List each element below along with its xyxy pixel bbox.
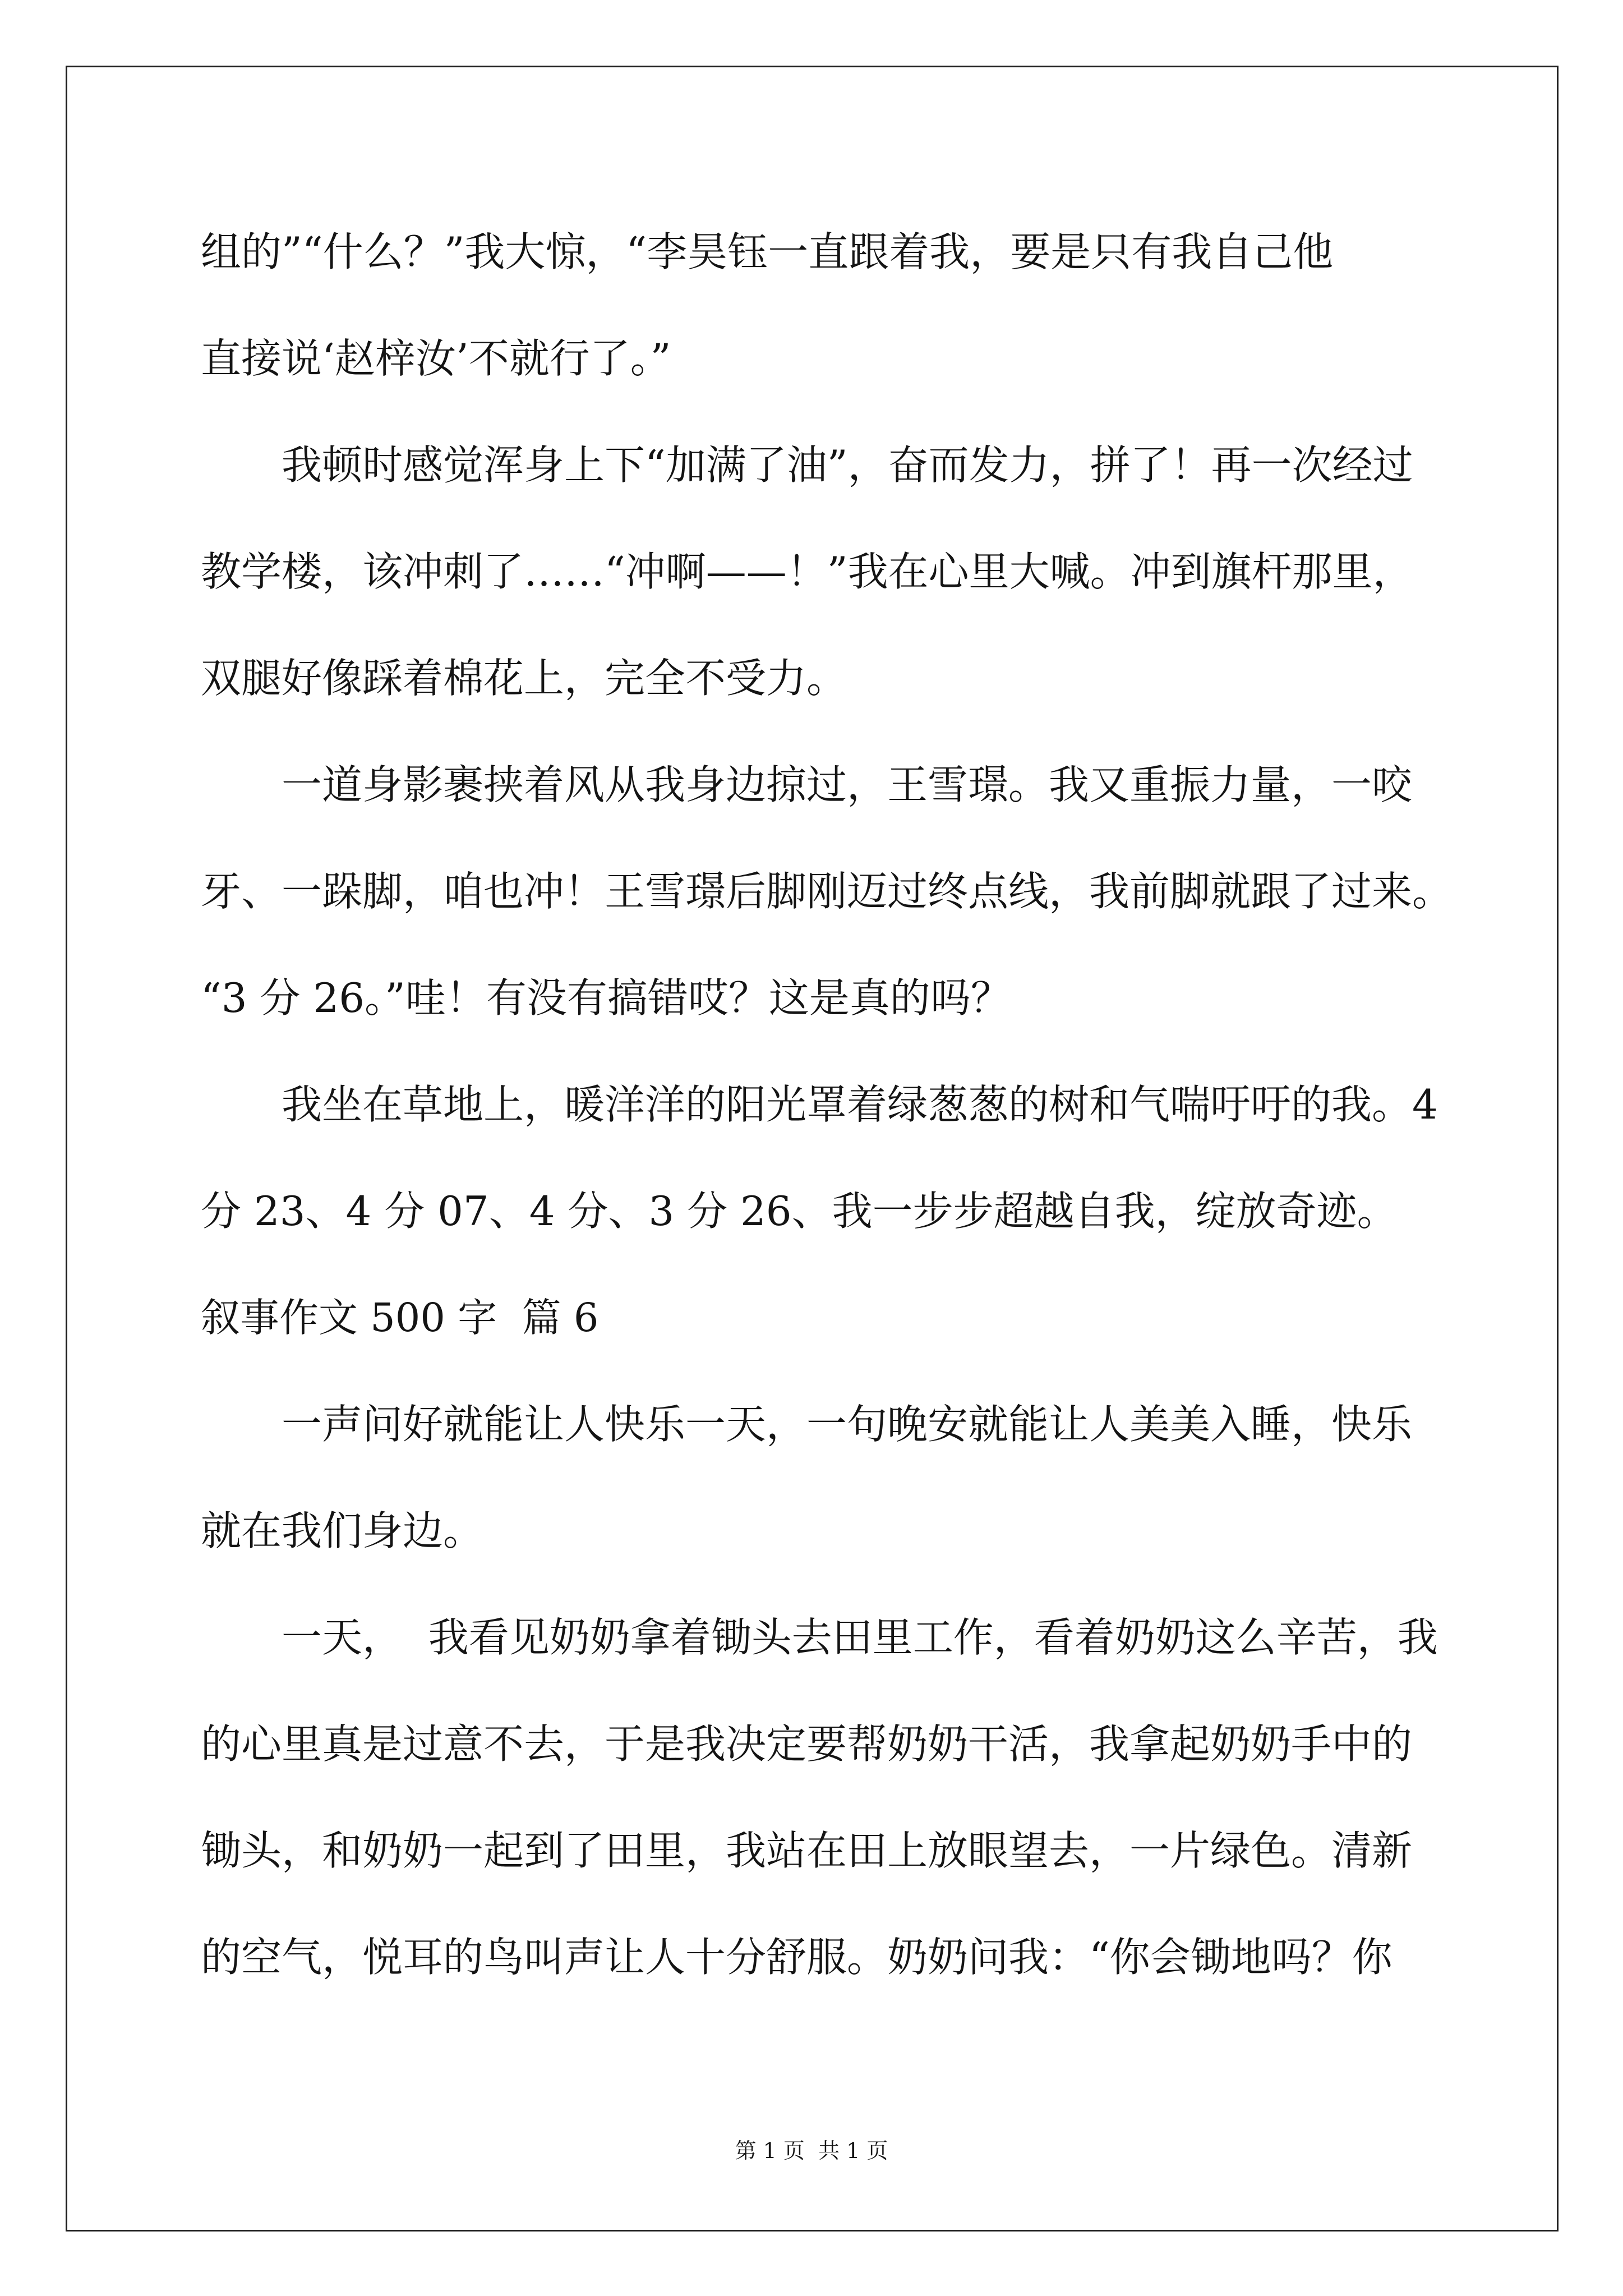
paragraph-line: 锄头，和奶奶一起到了田里，我站在田上放眼望去，一片绿色。清新 bbox=[201, 1827, 1413, 1874]
paragraph-line: 牙、一跺脚，咱也冲！王雪璟后脚刚迈过终点线，我前脚就跟了过来。 bbox=[201, 868, 1453, 915]
paragraph-line: 一道身影裹挟着风从我身边掠过，王雪璟。我又重振力量，一咬 bbox=[282, 761, 1413, 808]
paragraph-line: 的心里真是过意不去，于是我决定要帮奶奶干活，我拿起奶奶手中的 bbox=[201, 1720, 1413, 1768]
paragraph-continued bbox=[201, 199, 1536, 412]
paragraph bbox=[201, 1051, 1536, 1264]
page-footer: 第 1 页 共 1 页 bbox=[735, 2138, 888, 2163]
paragraph-line: 的空气，悦耳的鸟叫声让人十分舒服。奶奶问我：“你会锄地吗？你 bbox=[201, 1934, 1393, 1981]
paragraph-line: 一声问好就能让人快乐一天，一句晚安就能让人美美入睡，快乐 bbox=[282, 1401, 1413, 1448]
paragraph bbox=[201, 412, 1536, 731]
paragraph-line: 组的”“什么？”我大惊，“李昊钰一直跟着我，要是只有我自己他 bbox=[201, 228, 1334, 275]
document-body bbox=[201, 199, 1536, 2010]
paragraph-line: 直接说‘赵梓汝’不就行了。” bbox=[201, 335, 671, 382]
paragraph-line: 教学楼，该冲刺了……“冲啊——！”我在心里大喊。冲到旗杆那里， bbox=[201, 548, 1413, 595]
paragraph bbox=[201, 731, 1536, 1051]
paragraph-line: 我坐在草地上，暖洋洋的阳光罩着绿葱葱的树和气喘吁吁的我。4 bbox=[282, 1081, 1438, 1128]
paragraph-line: “3 分 26。”哇！有没有搞错哎？这是真的吗？ bbox=[201, 974, 1011, 1022]
paragraph-line: 双腿好像踩着棉花上，完全不受力。 bbox=[201, 655, 847, 702]
paragraph-line: 我顿时感觉浑身上下“加满了油”，奋而发力，拼了！再一次经过 bbox=[282, 441, 1413, 489]
paragraph bbox=[201, 1371, 1536, 1584]
section-heading: 叙事作文 500 字 篇 6 bbox=[201, 1295, 599, 1341]
paragraph-line: 分 23、4 分 07、4 分、3 分 26、我一步步超越自我，绽放奇迹。 bbox=[201, 1188, 1398, 1235]
paragraph-line: 就在我们身边。 bbox=[201, 1507, 484, 1554]
paragraph-line: 一天， 我看见奶奶拿着锄头去田里工作，看着奶奶这么辛苦，我 bbox=[282, 1614, 1438, 1661]
paragraph bbox=[201, 1584, 1536, 2010]
